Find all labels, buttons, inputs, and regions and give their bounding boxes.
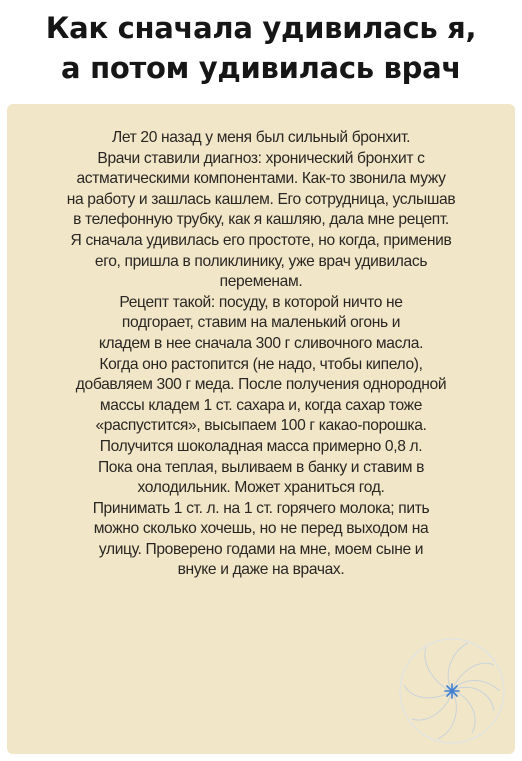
story-text	[0, 128, 522, 581]
text-line: внуке и даже на врачах.	[177, 561, 345, 579]
text-line: Врачи ставили диагноз: хронический бронхит с	[97, 149, 425, 167]
text-line: переменам.	[219, 273, 303, 291]
story-paragraph-intro	[0, 128, 522, 293]
title-line: Как сначала удивилась я,	[45, 11, 477, 45]
text-line: Лет 20 назад у меня был сильный бронхит.	[111, 129, 411, 146]
text-line: в телефонную трубку, как я кашляю, дала мне рецепт.	[73, 211, 449, 229]
text-line: Когда оно растопится (не надо, чтобы кипело),	[99, 355, 423, 373]
text-line: его, пришла в поликлинику, уже врач удивилась	[94, 252, 428, 270]
text-line: Принимать 1 ст. л. на 1 ст. горячего молока; пить	[92, 499, 430, 517]
text-line: улицу. Проверено годами на мне, моем сыне и	[98, 540, 424, 558]
text-line: добавляем 300 г меда. После получения однородной	[75, 376, 447, 394]
story-paragraph-recipe	[0, 293, 522, 581]
text-line: можно сколько хочешь, но не перед выходом на	[93, 520, 429, 538]
text-line: на работу и зашлась кашлем. Его сотрудница, услышав	[66, 190, 456, 208]
text-line: холодильник. Может храниться год.	[137, 479, 385, 497]
text-line: кладем в нее сначала 300 г сливочного масла.	[98, 334, 424, 352]
text-line: Получится шоколадная масса примерно 0,8 л.	[99, 437, 423, 455]
text-line: астматическими компонентами. Как-то звонила мужу	[76, 170, 446, 188]
text-line: «распустится», высыпаем 100 г какао-порошка.	[95, 417, 427, 435]
text-line: Пока она теплая, выливаем в банку и ставим в	[97, 458, 425, 476]
text-line: Я сначала удивилась его простоте, но когда, применив	[70, 231, 452, 249]
text-line: массы кладем 1 ст. сахара и, когда сахар тоже	[99, 396, 423, 414]
title-line: а потом удивилась врач	[61, 51, 461, 85]
spiral-flower-logo-icon	[396, 635, 508, 747]
article-title	[0, 8, 522, 88]
text-line: подгорает, ставим на маленький огонь и	[121, 314, 401, 332]
text-line: Рецепт такой: посуду, в которой ничто не	[119, 293, 403, 311]
